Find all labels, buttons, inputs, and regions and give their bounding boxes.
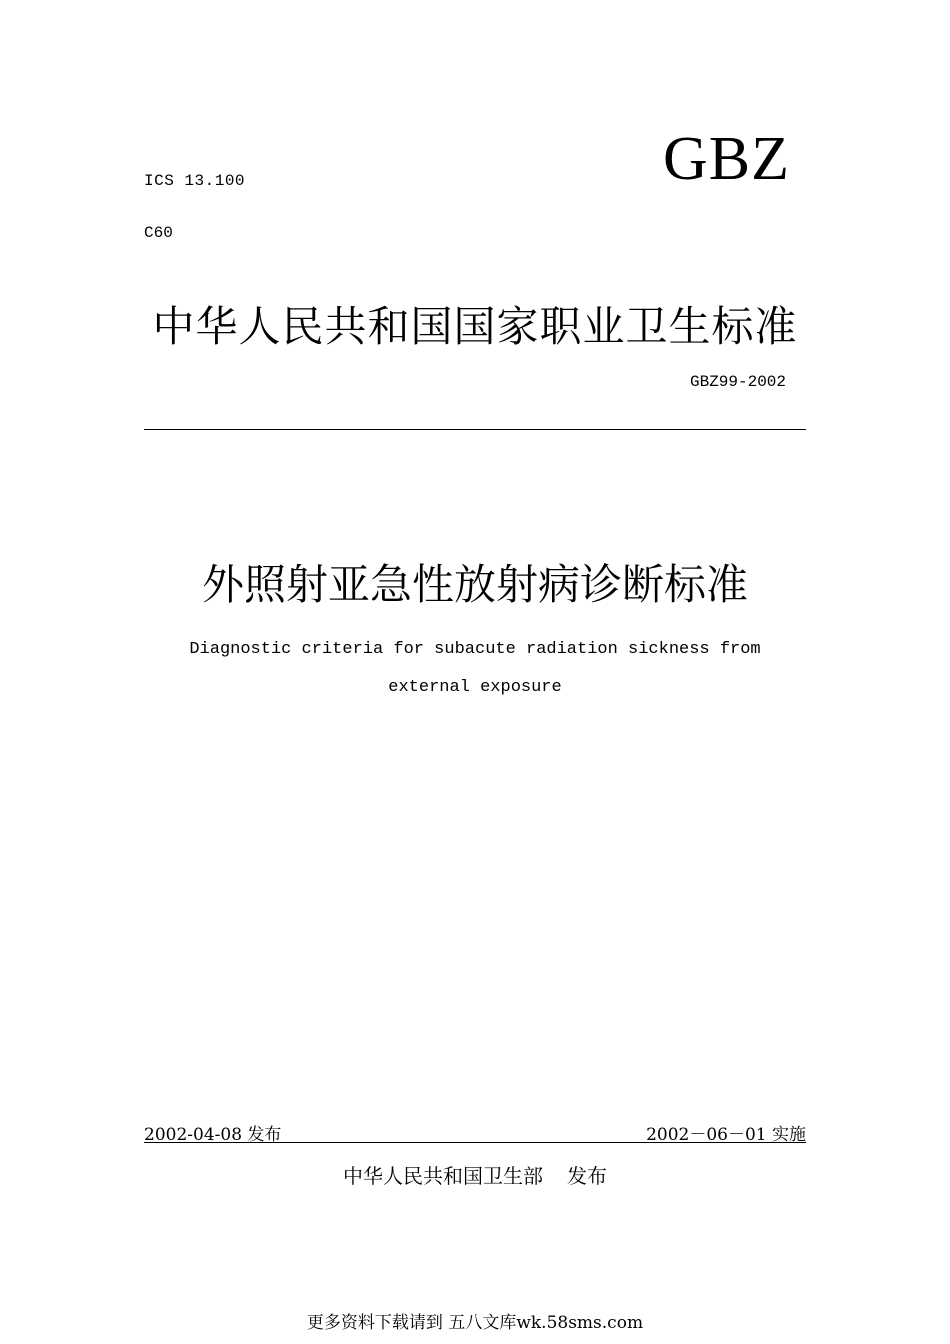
- standard-number: GBZ99-2002: [689, 373, 786, 391]
- document-title-en: Diagnostic criteria for subacute radiation sickness from external exposure: [189, 640, 761, 697]
- standard-mark: GBZ: [663, 125, 790, 193]
- issuer-line: [0, 1160, 950, 1189]
- effective-date: 2002－06－01 实施: [646, 1125, 806, 1145]
- ics-code: ICS 13.100: [144, 172, 246, 190]
- ccs-code: C60: [144, 224, 173, 242]
- issuer-name: 中华人民共和国卫生部: [343, 1164, 543, 1188]
- issuer-action: 发布: [567, 1164, 607, 1188]
- footer-download-note: 更多资料下载请到 五八文库wk.58sms.com: [306, 1313, 644, 1333]
- document-title-cn: 外照射亚急性放射病诊断标准: [201, 560, 748, 609]
- standard-category-title: 中华人民共和国国家职业卫生标准: [152, 302, 798, 351]
- publish-date: 2002-04-08 发布: [144, 1125, 282, 1145]
- date-row: [144, 1118, 806, 1143]
- header-divider: [144, 429, 806, 430]
